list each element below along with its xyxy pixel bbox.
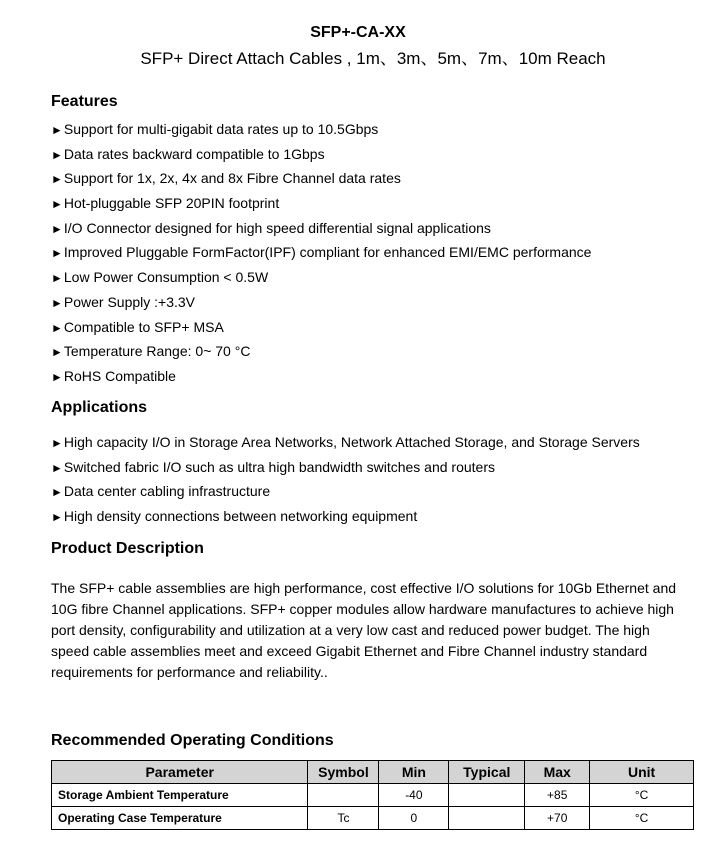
bullet-arrow-icon: ►: [51, 271, 63, 286]
feature-item: [51, 166, 591, 191]
feature-item-text: I/O Connector designed for high speed differential signal applications: [63, 219, 491, 236]
operating-conditions-heading: Recommended Operating Conditions: [51, 732, 334, 749]
description-line: port density, configurability and utilization at a very low cast and reduced power budget. The high: [51, 622, 650, 638]
features-heading: Features: [51, 93, 118, 110]
feature-item-text: Low Power Consumption < 0.5W: [63, 269, 269, 286]
table-cell: [308, 784, 379, 807]
table-cell: 0: [379, 807, 449, 830]
feature-item-text: Support for multi-gigabit data rates up to 10.5Gbps: [63, 121, 379, 137]
description-line: The SFP+ cable assemblies are high performance, cost effective I/O solutions for 10Gb Ethernet and: [51, 580, 677, 596]
table-cell: Tc: [308, 807, 379, 830]
bullet-arrow-icon: ►: [51, 123, 63, 137]
document-title: SFP+-CA-XX: [310, 24, 406, 41]
bullet-arrow-icon: ►: [51, 345, 63, 360]
document-subtitle: SFP+ Direct Attach Cables , 1m、3m、5m、7m、10m Reach: [140, 49, 606, 68]
bullet-arrow-icon: ►: [51, 510, 63, 525]
column-header: Typical: [449, 761, 525, 784]
column-header: Parameter: [52, 761, 308, 784]
bullet-arrow-icon: ►: [51, 147, 63, 162]
table-cell: [449, 807, 525, 830]
table-cell: [449, 784, 525, 807]
description-line: 10G fibre Channel applications. SFP+ copper modules allow hardware manufactures to achieve high: [51, 601, 674, 617]
feature-item-text: Compatible to SFP+ MSA: [63, 318, 224, 335]
feature-item: [51, 216, 591, 241]
table-cell: Operating Case Temperature: [52, 807, 308, 830]
bullet-arrow-icon: ►: [51, 369, 63, 384]
bullet-arrow-icon: ►: [51, 320, 63, 335]
bullet-arrow-icon: ►: [51, 197, 63, 212]
table-cell: +70: [525, 807, 590, 830]
feature-item: [51, 142, 591, 167]
feature-item: [51, 117, 591, 142]
feature-item-text: Data rates backward compatible to 1Gbps: [63, 145, 325, 162]
bullet-arrow-icon: ►: [51, 295, 63, 310]
operating-conditions-table: [51, 760, 694, 830]
feature-item: [51, 265, 591, 290]
application-item: [51, 430, 640, 455]
table-row: [52, 784, 694, 807]
application-item-text: Switched fabric I/O such as ultra high bandwidth switches and routers: [63, 458, 495, 475]
application-item: [51, 479, 640, 504]
application-item: [51, 455, 640, 480]
feature-item-text: Hot-pluggable SFP 20PIN footprint: [63, 195, 280, 212]
bullet-arrow-icon: ►: [51, 460, 63, 475]
column-header: Symbol: [308, 761, 379, 784]
application-item: [51, 504, 640, 529]
feature-item: [51, 364, 591, 389]
feature-item: [51, 315, 591, 340]
feature-item: [51, 290, 591, 315]
description-line: speed cable assemblies meet and exceed Gigabit Ethernet and Fibre Channel industry standard: [51, 643, 648, 659]
table-header-row: [52, 761, 694, 784]
feature-item: [51, 339, 591, 364]
table-cell: °C: [590, 784, 694, 807]
bullet-arrow-icon: ►: [51, 172, 63, 187]
feature-item-text: Improved Pluggable FormFactor(IPF) compliant for enhanced EMI/EMC performance: [63, 244, 592, 261]
table-cell: -40: [379, 784, 449, 807]
applications-heading: Applications: [51, 399, 148, 416]
description-line: requirements for performance and reliability..: [51, 664, 328, 680]
column-header: Max: [525, 761, 590, 784]
column-header: Min: [379, 761, 449, 784]
table-row: [52, 807, 694, 830]
feature-item: [51, 191, 591, 216]
product-description-text: [51, 578, 701, 683]
column-header: Unit: [590, 761, 694, 784]
applications-list: [51, 430, 640, 529]
product-description-heading: Product Description: [51, 540, 204, 557]
application-item-text: High capacity I/O in Storage Area Networks, Network Attached Storage, and Storage Servers: [63, 434, 640, 450]
bullet-arrow-icon: ►: [51, 246, 63, 261]
feature-item-text: Temperature Range: 0~ 70 °C: [63, 343, 251, 360]
feature-item-text: RoHS Compatible: [63, 367, 176, 384]
feature-item: [51, 240, 591, 265]
table-cell: °C: [590, 807, 694, 830]
feature-item-text: Power Supply :+3.3V: [63, 293, 196, 310]
application-item-text: High density connections between networking equipment: [63, 508, 418, 525]
bullet-arrow-icon: ►: [51, 485, 63, 500]
bullet-arrow-icon: ►: [51, 221, 63, 236]
feature-item-text: Support for 1x, 2x, 4x and 8x Fibre Channel data rates: [63, 170, 401, 187]
table-cell: Storage Ambient Temperature: [52, 784, 308, 807]
application-item-text: Data center cabling infrastructure: [63, 483, 271, 500]
features-list: [51, 117, 591, 389]
bullet-arrow-icon: ►: [51, 436, 63, 450]
table-cell: +85: [525, 784, 590, 807]
